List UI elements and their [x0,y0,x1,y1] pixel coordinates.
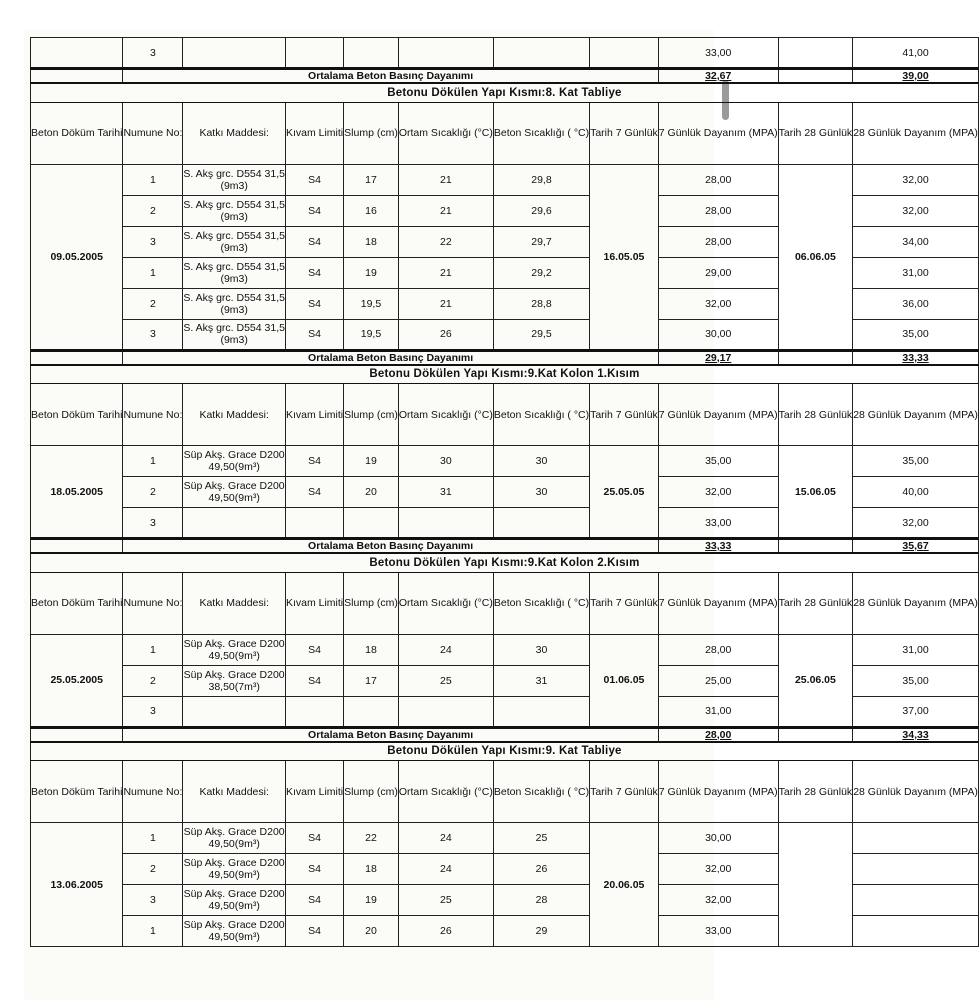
avg-28day: 39,00 [853,69,979,84]
strength-28day: 41,00 [853,38,979,69]
admixture-volume: (9m3) [220,272,248,285]
ambient-temp-cell: 21 [398,195,493,226]
strength-7day: 32,00 [658,854,778,885]
strength-7day: 35,00 [658,446,778,477]
strength-28day: 31,00 [853,634,979,665]
consistency-cell: S4 [285,885,343,916]
avg-label: Ortalama Beton Basınç Dayanımı [123,727,658,742]
consistency-cell: S4 [285,634,343,665]
admixture-line: Süp Akş. Grace D200 [183,888,285,900]
admixture-cell [183,823,286,854]
concrete-temp-cell [493,696,589,727]
strength-28day: 35,00 [853,665,979,696]
admixture-volume: (9m3) [220,179,248,192]
admixture-cell [183,257,286,288]
avg-label: Ortalama Beton Basınç Dayanımı [123,539,658,554]
header-date: Beton Döküm Tarihi [31,102,123,164]
strength-7day: 31,00 [658,696,778,727]
section-title: Betonu Dökülen Yapı Kısmı:9.Kat Kolon 2.Kısım [31,553,979,572]
header-strength7: 7 Günlük Dayanım (MPA) [658,572,778,634]
header-slump: Slump (cm) [344,102,399,164]
header-consistency: Kıvam Limiti [285,384,343,446]
admixture-cell [183,319,286,350]
header-strength28: 28 Günlük Dayanım (MPA) [853,572,979,634]
test-date-7day: 01.06.05 [590,634,659,727]
admixture-cell [183,288,286,319]
strength-28day: 35,00 [853,446,979,477]
test-date-28day: 25.06.05 [778,634,853,727]
ambient-temp-cell: 25 [398,885,493,916]
admixture-volume: (9m3) [220,303,248,316]
header-date28: Tarih 28 Günlük [778,102,853,164]
admixture-cell [183,634,286,665]
pour-date: 09.05.2005 [31,164,123,350]
strength-28day: 40,00 [853,477,979,508]
admixture-volume: (9m3) [220,210,248,223]
admixture-cell [183,854,286,885]
consistency-cell: S4 [285,665,343,696]
header-date: Beton Döküm Tarihi [31,761,123,823]
test-date-7day: 16.05.05 [590,164,659,350]
consistency-cell: S4 [285,854,343,885]
header-slump: Slump (cm) [344,384,399,446]
slump-cell: 19 [344,446,399,477]
admixture-line: S. Akş grc. D554 31,5 [183,260,285,273]
header-slump: Slump (cm) [344,572,399,634]
sample-no: 3 [123,885,183,916]
header-sample: Numune No: [123,102,183,164]
avg-spacer [778,539,853,554]
section-title: Betonu Dökülen Yapı Kısmı:8. Kat Tabliye [31,83,979,102]
strength-7day: 28,00 [658,634,778,665]
avg-spacer [778,350,853,365]
ambient-temp-cell: 26 [398,916,493,947]
header-date: Beton Döküm Tarihi [31,572,123,634]
test-date-7day: 25.05.05 [590,446,659,539]
strength-7day: 33,00 [658,38,778,69]
slump-cell: 17 [344,164,399,195]
ambient-temp-cell: 26 [398,319,493,350]
strength-7day: 30,00 [658,823,778,854]
test-date-7day: 20.06.05 [590,823,659,947]
slump-cell: 20 [344,916,399,947]
admixture-volume: 49,50(9m³) [208,492,260,504]
slump-cell: 17 [344,665,399,696]
avg-7day: 32,67 [658,69,778,84]
admixture-volume: 49,50(9m³) [208,461,260,473]
sample-no: 1 [123,634,183,665]
concrete-temp-cell: 28 [493,885,589,916]
test-date-28day [778,823,853,947]
admixture-volume: (9m3) [220,241,248,254]
admixture-line: Süp Akş. Grace D200 [183,637,285,650]
concrete-temp-cell: 29,5 [493,319,589,350]
admixture-volume: 38,50(7m³) [208,680,260,693]
header-sample: Numune No: [123,384,183,446]
header-admixture: Katkı Maddesi: [183,761,286,823]
slump-cell: 19 [344,257,399,288]
ambient-temp-cell: 24 [398,823,493,854]
admixture-line: Süp Akş. Grace D200 [183,826,285,838]
admixture-line: S. Akş grc. D554 31,5 [183,291,285,304]
consistency-cell: S4 [285,164,343,195]
slump-cell [344,696,399,727]
sample-no: 3 [123,696,183,727]
slump-cell: 22 [344,823,399,854]
avg-spacer [778,69,853,84]
admixture-cell [183,477,286,508]
slump-cell: 18 [344,634,399,665]
header-ambient: Ortam Sıcaklığı (°C) [398,384,493,446]
admixture-volume: (9m3) [220,334,248,346]
admixture-line: S. Akş grc. D554 31,5 [183,198,285,211]
sample-no: 1 [123,164,183,195]
consistency-cell [285,508,343,539]
section-title: Betonu Dökülen Yapı Kısmı:9. Kat Tabliye [31,742,979,761]
strength-7day: 28,00 [658,195,778,226]
strength-7day: 28,00 [658,226,778,257]
avg-spacer [31,69,123,84]
header-sample: Numune No: [123,761,183,823]
concrete-temp-cell: 29,6 [493,195,589,226]
strength-7day: 33,00 [658,508,778,539]
slump-cell: 19,5 [344,319,399,350]
admixture-volume: 49,50(9m³) [208,838,260,850]
strength-28day [853,885,979,916]
admixture-volume: 49,50(9m³) [208,900,260,912]
avg-spacer [31,539,123,554]
header-consistency: Kıvam Limiti [285,102,343,164]
header-concrete-temp: Beton Sıcaklığı ( °C) [493,384,589,446]
strength-7day: 32,00 [658,885,778,916]
admixture-cell [183,226,286,257]
strength-28day: 37,00 [853,696,979,727]
strength-28day: 35,00 [853,319,979,350]
sample-no: 3 [123,226,183,257]
header-date7: Tarih 7 Günlük [590,384,659,446]
page-margin [0,0,24,1000]
avg-28day: 33,33 [853,350,979,365]
slump-cell: 20 [344,477,399,508]
ambient-temp-cell: 21 [398,164,493,195]
sample-no: 2 [123,854,183,885]
header-admixture: Katkı Maddesi: [183,572,286,634]
concrete-temp-cell: 29 [493,916,589,947]
empty-cell [398,38,493,69]
sample-no: 1 [123,823,183,854]
avg-28day: 34,33 [853,727,979,742]
concrete-test-table [30,37,979,947]
concrete-temp-cell: 31 [493,665,589,696]
strength-28day: 32,00 [853,164,979,195]
slump-cell: 19 [344,885,399,916]
consistency-cell: S4 [285,226,343,257]
date7-cell [590,38,659,69]
header-concrete-temp: Beton Sıcaklığı ( °C) [493,572,589,634]
sample-no: 2 [123,288,183,319]
sample-no: 3 [123,508,183,539]
strength-7day: 25,00 [658,665,778,696]
header-consistency: Kıvam Limiti [285,572,343,634]
sample-no: 3 [123,319,183,350]
concrete-temp-cell: 29,8 [493,164,589,195]
concrete-temp-cell: 28,8 [493,288,589,319]
admixture-volume: 49,50(9m³) [208,649,260,662]
header-strength28: 28 Günlük Dayanım (MPA) [853,384,979,446]
consistency-cell: S4 [285,823,343,854]
header-date28: Tarih 28 Günlük [778,572,853,634]
header-sample: Numune No: [123,572,183,634]
consistency-cell: S4 [285,477,343,508]
header-date: Beton Döküm Tarihi [31,384,123,446]
slump-cell: 16 [344,195,399,226]
sample-no: 1 [123,446,183,477]
concrete-temp-cell: 30 [493,477,589,508]
ambient-temp-cell: 24 [398,634,493,665]
strength-7day: 30,00 [658,319,778,350]
consistency-cell: S4 [285,319,343,350]
admixture-line: S. Akş grc. D554 31,5 [183,167,285,180]
header-consistency: Kıvam Limiti [285,761,343,823]
admixture-cell [183,696,286,727]
empty-cell [285,38,343,69]
pour-date: 13.06.2005 [31,823,123,947]
slump-cell: 18 [344,854,399,885]
concrete-temp-cell: 29,2 [493,257,589,288]
concrete-temp-cell [493,508,589,539]
empty-cell [183,38,286,69]
header-date28: Tarih 28 Günlük [778,761,853,823]
admixture-line: Süp Akş. Grace D200 [183,857,285,869]
consistency-cell: S4 [285,288,343,319]
strength-7day: 32,00 [658,477,778,508]
avg-label: Ortalama Beton Basınç Dayanımı [123,69,658,84]
sample-no: 2 [123,195,183,226]
consistency-cell [285,696,343,727]
avg-7day: 33,33 [658,539,778,554]
pour-date: 25.05.2005 [31,634,123,727]
header-admixture: Katkı Maddesi: [183,102,286,164]
strength-7day: 33,00 [658,916,778,947]
strength-28day [853,916,979,947]
strength-28day: 32,00 [853,195,979,226]
admixture-line: Süp Akş. Grace D200 [183,480,285,492]
concrete-temp-cell: 26 [493,854,589,885]
slump-cell: 18 [344,226,399,257]
sample-no: 3 [123,38,183,69]
admixture-line: S. Akş grc. D554 31,5 [183,322,285,334]
ambient-temp-cell: 24 [398,854,493,885]
empty-cell [493,38,589,69]
header-ambient: Ortam Sıcaklığı (°C) [398,572,493,634]
admixture-cell [183,916,286,947]
ambient-temp-cell: 21 [398,288,493,319]
header-strength7: 7 Günlük Dayanım (MPA) [658,761,778,823]
sample-no: 2 [123,477,183,508]
header-strength7: 7 Günlük Dayanım (MPA) [658,102,778,164]
date28-cell [778,38,853,69]
admixture-line: Süp Akş. Grace D200 [183,449,285,461]
admixture-volume: 49,50(9m³) [208,931,260,943]
consistency-cell: S4 [285,916,343,947]
avg-7day: 29,17 [658,350,778,365]
strength-28day: 36,00 [853,288,979,319]
test-date-28day: 06.06.05 [778,164,853,350]
avg-28day: 35,67 [853,539,979,554]
test-date-28day: 15.06.05 [778,446,853,539]
header-date7: Tarih 7 Günlük [590,102,659,164]
consistency-cell: S4 [285,446,343,477]
strength-7day: 32,00 [658,288,778,319]
header-date7: Tarih 7 Günlük [590,572,659,634]
date-cell [31,38,123,69]
avg-spacer [778,727,853,742]
empty-cell [344,38,399,69]
admixture-line: S. Akş grc. D554 31,5 [183,229,285,242]
ambient-temp-cell [398,508,493,539]
header-date7: Tarih 7 Günlük [590,761,659,823]
header-strength7: 7 Günlük Dayanım (MPA) [658,384,778,446]
sample-no: 1 [123,916,183,947]
ambient-temp-cell: 31 [398,477,493,508]
slump-cell: 19,5 [344,288,399,319]
header-admixture: Katkı Maddesi: [183,384,286,446]
admixture-cell [183,665,286,696]
section-title: Betonu Dökülen Yapı Kısmı:9.Kat Kolon 1.Kısım [31,365,979,384]
concrete-temp-cell: 29,7 [493,226,589,257]
ambient-temp-cell [398,696,493,727]
strength-28day [853,854,979,885]
header-slump: Slump (cm) [344,761,399,823]
concrete-temp-cell: 30 [493,634,589,665]
admixture-line: Süp Akş. Grace D200 [183,668,285,681]
consistency-cell: S4 [285,195,343,226]
admixture-cell [183,195,286,226]
header-ambient: Ortam Sıcaklığı (°C) [398,761,493,823]
sample-no: 2 [123,665,183,696]
header-concrete-temp: Beton Sıcaklığı ( °C) [493,102,589,164]
admixture-line: Süp Akş. Grace D200 [183,919,285,931]
header-ambient: Ortam Sıcaklığı (°C) [398,102,493,164]
strength-7day: 28,00 [658,164,778,195]
strength-28day: 32,00 [853,508,979,539]
header-date28: Tarih 28 Günlük [778,384,853,446]
header-strength28: 28 Günlük Dayanım (MPA) [853,102,979,164]
strength-28day [853,823,979,854]
admixture-cell [183,164,286,195]
sample-no: 1 [123,257,183,288]
admixture-cell [183,446,286,477]
avg-7day: 28,00 [658,727,778,742]
ambient-temp-cell: 22 [398,226,493,257]
strength-28day: 34,00 [853,226,979,257]
concrete-temp-cell: 30 [493,446,589,477]
strength-28day: 31,00 [853,257,979,288]
ambient-temp-cell: 21 [398,257,493,288]
avg-spacer [31,350,123,365]
avg-spacer [31,727,123,742]
avg-label: Ortalama Beton Basınç Dayanımı [123,350,658,365]
ambient-temp-cell: 30 [398,446,493,477]
strength-7day: 29,00 [658,257,778,288]
concrete-temp-cell: 25 [493,823,589,854]
pour-date: 18.05.2005 [31,446,123,539]
consistency-cell: S4 [285,257,343,288]
admixture-cell [183,508,286,539]
admixture-cell [183,885,286,916]
header-concrete-temp: Beton Sıcaklığı ( °C) [493,761,589,823]
slump-cell [344,508,399,539]
ambient-temp-cell: 25 [398,665,493,696]
admixture-volume: 49,50(9m³) [208,869,260,881]
header-strength28: 28 Günlük Dayanım (MPA) [853,761,979,823]
